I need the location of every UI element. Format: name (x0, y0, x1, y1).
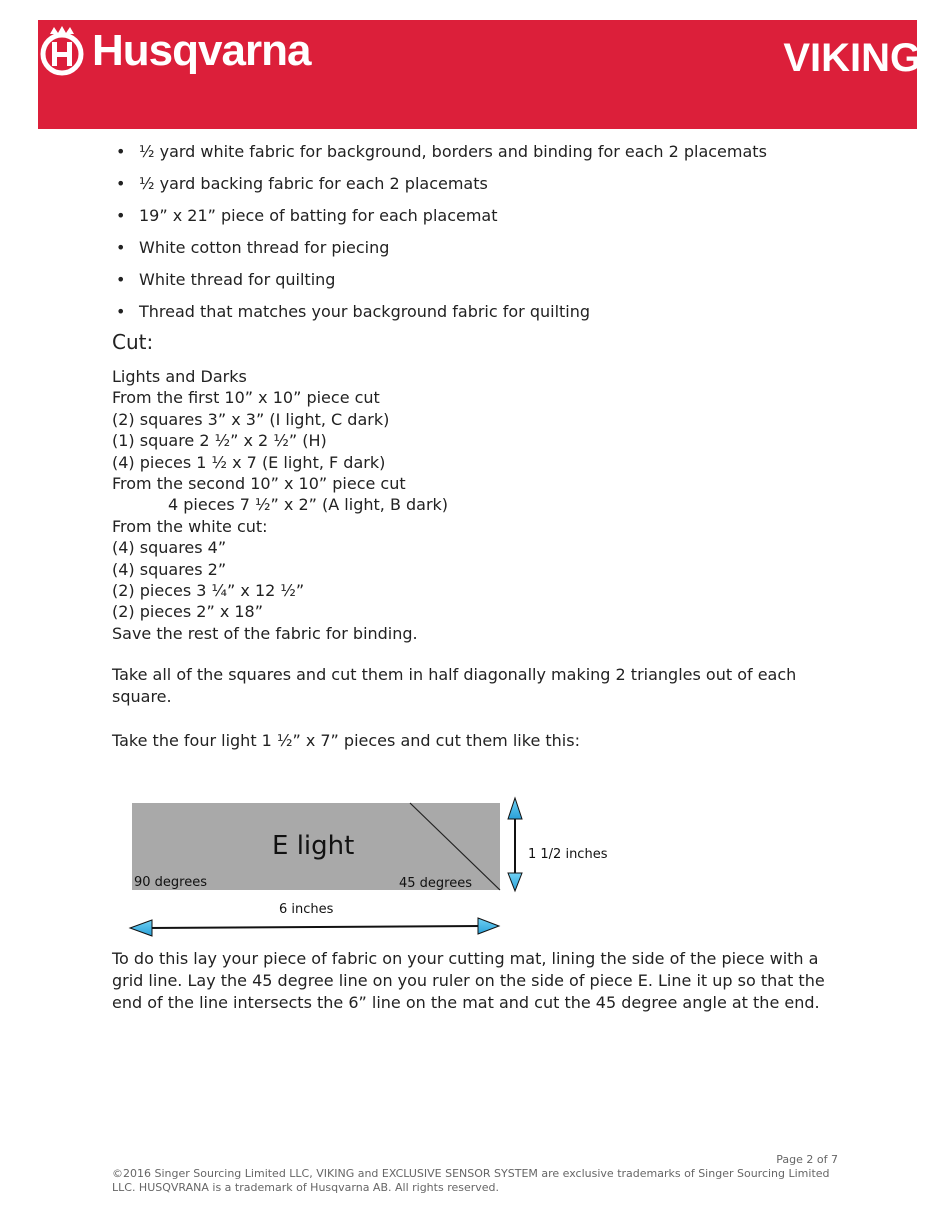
list-item: • ½ yard white fabric for background, borders and binding for each 2 placemats (112, 140, 767, 172)
left-angle-label: 90 degrees (134, 875, 208, 890)
instructions-paragraph: To do this lay your piece of fabric on your cutting mat, lining the side of the piece with a grid line. Lay the 45 degree line on you ruler on the side of piece E. Line it up so that the end of the line intersects the 6” line on the mat and cut the 45 degree angle at the end. (112, 949, 825, 1012)
height-arrow (508, 798, 522, 891)
page-number: Page 2 of 7 (776, 1153, 838, 1166)
cut-heading: Cut: (112, 330, 154, 354)
height-label: 1 1/2 inches (528, 847, 608, 862)
list-item: • 19” x 21” piece of batting for each placemat (112, 204, 767, 236)
cut-list (112, 366, 448, 644)
cut-line: (4) squares 2” (112, 559, 227, 579)
materials-list (112, 140, 767, 332)
cut-line: (2) pieces 3 ¼” x 12 ½” (112, 581, 305, 601)
e-light-diagram (128, 795, 628, 940)
list-item: • White thread for quilting (112, 268, 767, 300)
cut-line: (2) squares 3” x 3” (I light, C dark) (112, 409, 390, 429)
width-arrow (130, 918, 499, 936)
cut-line: From the second 10” x 10” piece cut (112, 474, 406, 494)
copyright-notice: ©2016 Singer Sourcing Limited LLC, VIKING and EXCLUSIVE SENSOR SYSTEM are exclusive trademarks of Singer Sourcing Limited LLC. HUSQVRANA is a trademark of Husqvarna AB. All rights reserved. (112, 1167, 830, 1194)
husqvarna-wordmark: Husqvarna (92, 26, 311, 75)
cut-line-indented: 4 pieces 7 ½” x 2” (A light, B dark) (168, 495, 449, 515)
width-label: 6 inches (279, 902, 334, 917)
cut-line: (4) squares 4” (112, 538, 227, 558)
right-angle-label: 45 degrees (399, 876, 473, 891)
viking-logo (783, 36, 930, 81)
cut-line: (4) pieces 1 ½ x 7 (E light, F dark) (112, 452, 386, 472)
cut-line: (1) square 2 ½” x 2 ½” (H) (112, 431, 327, 451)
cut-line: (2) pieces 2” x 18” (112, 602, 264, 622)
list-item: • Thread that matches your background fabric for quilting (112, 300, 767, 332)
list-item: • ½ yard backing fabric for each 2 placemats (112, 172, 767, 204)
piece-label: E light (272, 831, 355, 861)
cut-line: From the first 10” x 10” piece cut (112, 388, 380, 408)
cut-line: Save the rest of the fabric for binding. (112, 623, 418, 643)
cut-line: From the white cut: (112, 516, 268, 536)
husqvarna-logo (38, 24, 310, 78)
cut-line: Lights and Darks (112, 367, 247, 386)
husqvarna-crown-icon (38, 24, 86, 78)
list-item: • White cotton thread for piecing (112, 236, 767, 268)
registered-mark: ® (921, 40, 930, 54)
four-light-paragraph: Take the four light 1 ½” x 7” pieces and cut them like this: (112, 731, 580, 750)
diagonal-paragraph: Take all of the squares and cut them in half diagonally making 2 triangles out of each square. (112, 665, 797, 706)
viking-wordmark: VIKING (783, 36, 922, 80)
